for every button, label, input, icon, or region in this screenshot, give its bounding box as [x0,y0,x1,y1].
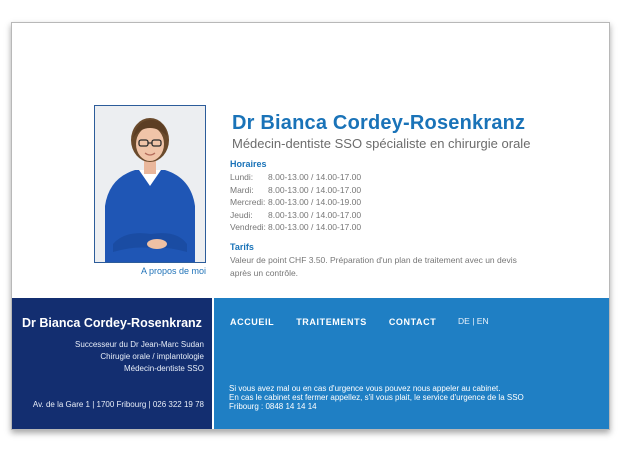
top-section [12,23,609,298]
footer-line: Successeur du Dr Jean-Marc Sudan [75,340,204,349]
lang-en-link[interactable]: EN [476,316,489,326]
hours-row [230,184,361,197]
emergency-phone: Fribourg : 0848 14 14 14 [229,402,317,411]
hours-day: Mercredi: [230,197,266,207]
footer-credentials [75,339,204,375]
page-subtitle: Médecin-dentiste SSO spécialiste en chirurgie orale [232,136,531,151]
hours-time: 8.00-13.00 / 14.00-17.00 [268,172,362,182]
footer-line: Chirugie orale / implantologie [100,352,204,361]
nav-traitements[interactable]: TRAITEMENTS [296,317,367,327]
hours-day: Mardi: [230,184,254,195]
footer-line: Médecin-dentiste SSO [123,364,204,373]
footer-info-panel [12,298,212,429]
footer-doctor-name: Dr Bianca Cordey-Rosenkranz [22,316,202,330]
tarifs-text: Valeur de point CHF 3.50. Préparation d'un plan de traitement avec un devis après un contrôle. [230,255,517,278]
page-title: Dr Bianca Cordey-Rosenkranz [232,112,526,134]
hours-day: Lundi: [230,172,254,182]
tarifs-heading: Tarifs [230,242,254,252]
hours-row [230,196,361,209]
emergency-line: Si vous avez mal ou en cas d'urgence vous pouvez nous appeler au cabinet. [229,384,501,393]
hours-day: Jeudi: [230,209,253,220]
lang-separator: | [472,316,475,326]
nav-contact[interactable]: CONTACT [388,317,437,327]
hours-day: Vendredi: [230,222,266,232]
hours-table [230,171,361,234]
lang-de-link[interactable]: DE [458,316,470,326]
hours-row [230,221,361,234]
footer-address: Av. de la Gare 1 | 1700 Fribourg | 026 322 19 78 [32,400,204,409]
doctor-portrait-image [95,106,205,262]
nav-accueil[interactable]: ACCUEIL [230,317,275,327]
hours-time: 8.00-13.00 / 14.00-17.00 [268,209,362,220]
hours-time: 8.00-13.00 / 14.00-17.00 [268,184,362,195]
emergency-notice [229,384,599,411]
hours-row [230,171,361,184]
footer-nav-panel [214,298,609,429]
language-switcher [458,316,489,326]
hours-time: 8.00-13.00 / 14.00-17.00 [268,222,362,232]
main-nav [230,317,436,327]
hours-heading: Horaires [230,159,267,169]
emergency-line: En cas le cabinet est fermer appellez, s'il vous plait, le service d'urgence de la SSO [229,393,524,402]
page-frame [11,22,610,430]
hours-row [230,209,361,222]
about-me-link[interactable]: A propos de moi [140,266,206,276]
hours-time: 8.00-13.00 / 14.00-19.00 [268,197,362,207]
doctor-photo [94,105,206,263]
